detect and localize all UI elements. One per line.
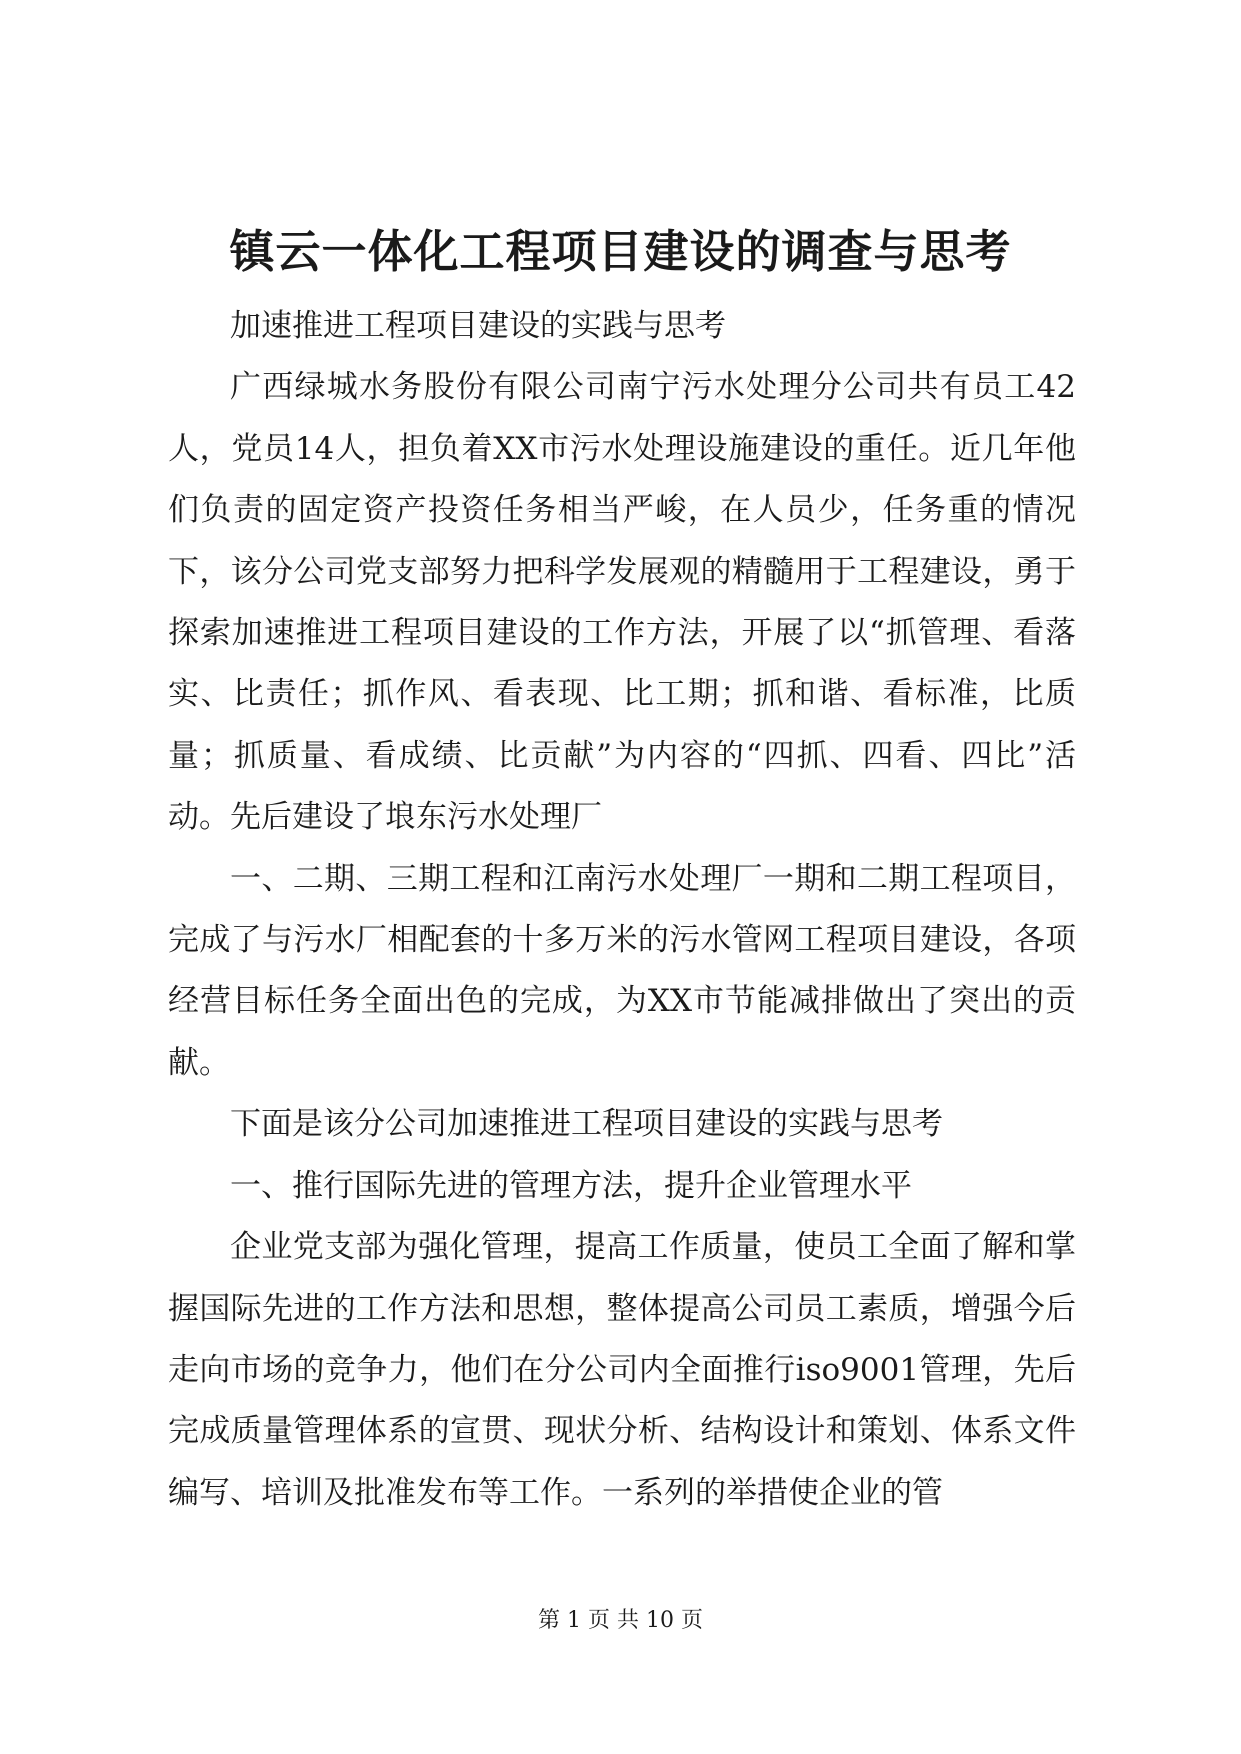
paragraph-intro: 广西绿城水务股份有限公司南宁污水处理分公司共有员工42人，党员14人，担负着XX市污水处理设施建设的重任。近几年他们负责的固定资产投资任务相当严峻，在人员少，任务重的情况下，该分公司党支部努力把科学发展观的精髓用于工程建设，勇于探索加速推进工程项目建设的工作方法，开展了以“抓管理、看落实、比责任；抓作风、看表现、比工期；抓和谐、看标准，比质量；抓质量、看成绩、比贡献”为内容的“四抓、四看、四比”活动。先后建设了埌东污水处理厂 bbox=[168, 369, 1076, 836]
paragraph-projects: 一、二期、三期工程和江南污水处理厂一期和二期工程项目，完成了与污水厂相配套的十多万米的污水管网工程项目建设，各项经营目标任务全面出色的完成，为XX市节能减排做出了突出的贡献。 bbox=[168, 860, 1076, 1081]
section-heading-1: 一、推行国际先进的管理方法，提升企业管理水平 bbox=[230, 1167, 912, 1204]
document-body bbox=[168, 296, 1076, 1524]
document-title: 镇云一体化工程项目建设的调查与思考 bbox=[229, 225, 1012, 278]
paragraph-subtitle: 加速推进工程项目建设的实践与思考 bbox=[230, 308, 726, 344]
paragraph-section-1: 企业党支部为强化管理，提高工作质量，使员工全面了解和掌握国际先进的工作方法和思想，整体提高公司员工素质，增强今后走向市场的竞争力，他们在分公司内全面推行iso9001管理，先后完成质量管理体系的宣贯、现状分析、结构设计和策划、体系文件编写、培训及批准发布等工作。一系列的举措使企业的管 bbox=[168, 1229, 1076, 1511]
page-number-footer: 第 1 页 共 10 页 bbox=[538, 1608, 703, 1633]
paragraph-lead-in: 下面是该分公司加速推进工程项目建设的实践与思考 bbox=[230, 1106, 943, 1143]
